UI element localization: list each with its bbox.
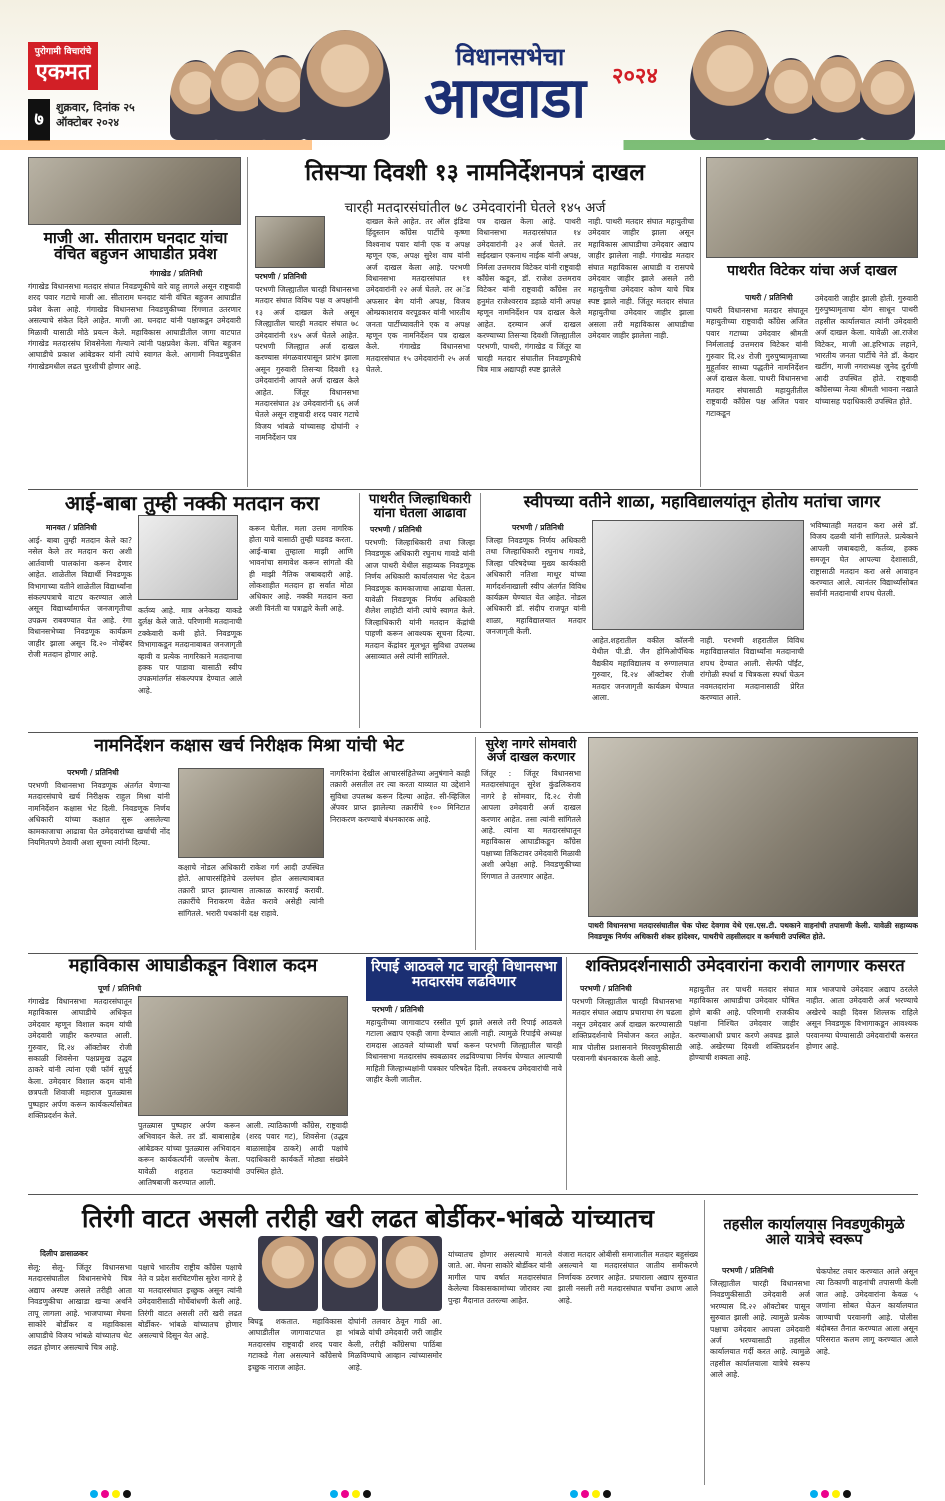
- candidate-portrait: [382, 1236, 442, 1311]
- shakti-col1: परभणी जिल्ह्यातील चारही विधानसभा मतदार संघात अद्याप प्रचाराचा रंग चढला नसून उमेदवार अर्ज दाखल करण्यासाठी शक्तिप्रदर्शनाचे नियोजन करत आहेत. मात्र पोलीस प्रशासनाने मिरवणुकीसाठी परवानगी बंधनकारक केली आहे.: [572, 997, 682, 1064]
- voting-finger-illustration: [138, 515, 238, 600]
- sweep-byline: परभणी / प्रतिनिधी: [512, 523, 564, 532]
- story1-col4: नाही. पाथरी मतदार संघात महायुतीचा उमेदवार जाहीर झाला असून महाविकास आघाडीचा उमेदवार अद्याप जाहीर झालेला नाही. गंगाखेड मतदार संघात महाविकास आघाडी व रासपचे उमेदवार जाहीर झाले असले तरी महायुतीचा उमेदवार कोण याचे चित्र स्पष्ट झाले नाही. जिंतूर मतदार संघात महायुतीचा उमेदवार जाहीर झाला असला तरी महाविकास आघाडीचा उमेदवार जाहीर झालेला नाही.: [588, 217, 694, 341]
- story1-col3: पत्र दाखल केला आहे. पाथरी विधानसभा मतदारसंघात १४ उमेदवारांनी ३२ अर्ज घेतले. तर सईदखान एकनाथ नाईक यांनी अपक्ष, निर्मला उत्तमराव विटेकर यांनी राष्ट्रवादी काँग्रेस कडून, डॉ. राजेश उत्तमराव विटेकर यांनी राष्ट्रवादी काँग्रेस तर हनुमंत राजेश्वरराव डहाळे यांनी अपक्ष म्हणून नामनिर्देशन पत्र दाखल केले आहेत. दरम्यान अर्ज दाखल करण्याच्या तिसऱ्या दिवशी जिल्ह्यातील परभणी, पाथरी, गंगाखेड व जिंतूर या चारही मतदार संघातील निवडणूकीचे चित्र मात्र अद्यापही स्पष्ट झालेले: [477, 217, 581, 375]
- story1-headline: तिसऱ्या दिवशी १३ नामनिर्देशनपत्रं दाखल: [305, 160, 645, 186]
- story1-subhead: चारही मतदारसंघांतील ७८ उमेदवारांनी घेतले १४५ अर्ज: [344, 200, 606, 216]
- mishra-byline: परभणी / प्रतिनिधी: [67, 768, 119, 777]
- page-number: ७: [28, 99, 50, 141]
- bordikar-byline: दिलीप डासाळकर: [40, 1249, 88, 1258]
- mishra-col1: परभणी विधानसभा निवडणूक अंतर्गत येणाऱ्या मतदारसंघाचे खर्च निरीक्षक राहुल मिश्रा यांनी नामनिर्देशन कक्षास भेट दिली. निवडणूक निर्णय अधिकारी यांच्या कक्षात सुरू असलेल्या कामकाजाचा आढावा घेत उमेदवारांच्या खर्चाची नोंद नियमितपणे ठेवावी अशा सूचना त्यांनी दिल्या.: [28, 781, 170, 848]
- masthead: [0, 0, 945, 150]
- brand-name: एकमत: [35, 59, 91, 85]
- column-rule: [566, 957, 567, 1190]
- vitekar-photo: [706, 157, 918, 258]
- rpi-headline-box: [366, 957, 562, 1001]
- column-rule: [704, 1200, 705, 1485]
- mva-col1: गंगाखेड विधानसभा मतदारसंघातून महाविकास आघाडीचे अधिकृत उमेदवार म्हणून विशाल कदम यांची उमेदवारी जाहीर करण्यात आली. गुरुवार, दि.२४ ऑक्टोबर रोजी सकाळी शिवसेना पक्षप्रमुख उद्धव ठाकरे यांनी त्यांना एबी फॉर्म सुपूर्द केला. उमेदवार विशाल कदम यांनी छत्रपती शिवाजी महाराज पुतळ्यास पुष्पहार अर्पण करून कार्यकर्त्यांसोबत शक्तिप्रदर्शन केले.: [28, 997, 132, 1121]
- sweep-col2: नाही. परभणी शहरातील विविध महाविद्यालयांत विद्यार्थ्यांना मतदानाची शपथ देण्यात आली. सेल्फी पॉईंट, रांगोळी स्पर्धा व चित्रकला स्पर्धा घेऊन नवमतदारांना मतदानासाठी प्रेरित करण्यात आले.: [700, 636, 804, 703]
- row-rule: [28, 489, 918, 490]
- aai-baba-headline: आई-बाबा तुम्ही नक्की मतदान करा: [64, 491, 320, 515]
- shakti-col2: महायुतीत तर पाथरी मतदार संघात महाविकास आघाडीचा उमेदवार घोषित होणे बाकी आहे. परिणामी राजकीय पक्षांना निश्चित उमेदवार जाहीर करण्याआधी प्रचार करणे अवघड झाले आहे. अखेरच्या दिवशी शक्तिप्रदर्शन होण्याची शक्यता आहे.: [689, 985, 799, 1063]
- leader-portrait: [300, 30, 390, 140]
- section-year: २०२४: [612, 63, 658, 89]
- vitekar-col2: उमेदवारी जाहीर झाली होती. गुरुवारी गुरुपुष्यामृताचा योग साधून पाथरी तहसील कार्यालयात त्यांनी उमेदवारी अर्ज दाखल केला. यावेळी आ.राजेश विटेकर, माजी आ.हरिभाऊ लहाने, भारतीय जनता पार्टीचे नेते डॉ. केदार खटींग, माजी नगराध्यक्ष जुनेद दुर्राणी आदी उपस्थित होते. राष्ट्रवादी काँग्रेसच्या नेत्या श्रीमती भावना नखाते यांच्यासह पदाधिकारी उपस्थित होते.: [815, 294, 918, 406]
- story1-col1: परभणी जिल्ह्यातील चारही विधानसभा मतदार संघात विविध पक्ष व अपक्षांनी १३ अर्ज दाखल केले असून जिल्ह्यातील चारही मतदार संघात ७८ उमेदवारांनी १४५ अर्ज घेतले आहेत. परभणी जिल्ह्यात अर्ज दाखल करण्यास मंगळवारपासून प्रारंभ झाला असून गुरुवारी तिसऱ्या दिवशी १३ उमेदवारांनी आपले अर्ज दाखल केले आहेत. जिंतूर विधानसभा मतदारसंघात ३४ उमेदवारांनी ६६ अर्ज घेतले असून राष्ट्रवादी शरद पवार गटाचे विजय भांबळे यांच्यासह दोघांनी २ नामनिर्देशन पत्र: [255, 285, 359, 443]
- aai-baba-col2: कर्तव्य आहे. मात्र अनेकदा याकडे दुर्लक्ष केले जाते. परिणामी मतदानाची टक्केवारी कमी होते. निवडणूक विभागाकडून मतदानाबाबत जनजागृती व्हावी व प्रत्येक नागरिकाने मतदानाचा हक्क पार पाडावा यासाठी स्वीप उपक्रमांतर्गत संकल्पपत्र देण्यात आले आहे.: [138, 606, 242, 695]
- vitekar-byline: पाथरी / प्रतिनिधी: [745, 293, 793, 302]
- row-rule: [28, 953, 918, 954]
- bordikar-col4: दोघांनी तलवार ठेवून गाठी आ. भांबळे यांची उमेदवारी जरी जाहीर केली, तरीही काँग्रेसचा पाठिंबा मिळविण्याचे आव्हान त्यांच्यासमोर आहे.: [348, 1317, 442, 1372]
- aai-baba-col3: करून घेतील. मला उत्तम नागरिक होता यावे यासाठी तुम्ही घडवड करता. आई-बाबा तुम्हाला माझी आणि भावनांचा समावेश करून सांगतो की ही माझी नैतिक जबाबदारी आहे. लोकशाहीत मतदान हा सर्वात मोठा अधिकार आहे. नक्की मतदान करा अशी विनंती या पत्राद्वारे केली आहे.: [249, 524, 353, 613]
- shakti-col3: मात्र भाजपाचे उमेदवार अद्याप ठरलेले नाहीत. आता उमेदवारी अर्ज भरण्याचे अखेरचे काही दिवस शिल्लक राहिले असून निवडणूक विभागाकडून आवश्यक परवानग्या घेण्यासाठी उमेदवारांची कसरत होणार आहे.: [806, 985, 918, 1052]
- flag-band: [0, 140, 945, 150]
- registration-marks: [570, 1490, 611, 1498]
- bordikar-col6: वंजारा मतदार ओबीसी समाजातील मतदार बहुसंख्य असल्याने या मतदारसंघात जातीय समीकरणे निर्णायक ठरणार आहेत. प्रचाराला अद्याप सुरुवात झाली नसली तरी मतदारसंघात चर्चांना उधाण आले आहे.: [558, 1250, 698, 1305]
- rpi-byline: परभणी / प्रतिनिधी: [372, 1005, 424, 1014]
- vitekar-headline: पाथरीत विटेकर यांचा अर्ज दाखल: [727, 263, 897, 279]
- bordikar-col3: बिघडू शकतात. महाविकास आघाडीतील जागावाटपात हा मतदारसंघ राष्ट्रवादी शरद पवार गटाकडे गेला असल्याने काँग्रेसचे इच्छुक नाराज आहेत.: [248, 1317, 342, 1372]
- checkpost-photo: [588, 737, 918, 917]
- ghandat-photo: [28, 157, 241, 225]
- leader-portrait: [765, 58, 817, 140]
- column-rule: [359, 493, 360, 728]
- leader-portrait: [860, 60, 915, 140]
- tahsil-headline: तहसील कार्यालयास निवडणुकीमुळे आले यात्रेचे स्वरूप: [723, 1217, 905, 1249]
- tahsil-byline: परभणी / प्रतिनिधी: [722, 1266, 774, 1275]
- collector-headline: पाथरीत जिल्हाधिकारी यांना घेतला आढावा: [369, 492, 471, 521]
- vitekar-col1: पाथरी विधानसभा मतदार संघातून महायुतीच्या राष्ट्रवादी काँग्रेस अजित पवार गटाच्या उमेदवार श्रीमती निर्मलाताई उत्तमराव विटेकर यांनी गुरुवार दि.२४ रोजी गुरुपुष्यामृताच्या मुहूर्तावर साध्या पद्धतीने नामनिर्देशन अर्ज दाखल केला. पाथरी विधानसभा मतदार संघासाठी महायुतीतील राष्ट्रवादी काँग्रेस पक्ष अजित पवार गटाकडून: [706, 306, 808, 418]
- section-title-small: विधानसभेचा: [455, 43, 565, 71]
- collector-byline: परभणी / प्रतिनिधी: [370, 525, 422, 534]
- story1-byline: परभणी / प्रतिनिधी: [255, 272, 307, 281]
- registration-marks: [810, 1490, 851, 1498]
- rpi-headline: रिपाई आठवले गट चारही विधानसभा मतदारसंघ लढविणार: [371, 959, 557, 990]
- mva-col2: पुतळ्यास पुष्पहार अर्पण करून अभिवादन केले. तर डॉ. बाबासाहेब आंबेडकर यांच्या पुतळ्यास अभिवादन करून कार्यकर्त्यांनी जल्लोष केला. यावेळी शहरात फटाक्यांची आतिषबाजी करण्यात आली.: [138, 1121, 240, 1188]
- column-rule: [700, 157, 701, 487]
- sweep-col3: भविष्यातही मतदान करा असे डॉ. विजय दळवी यांनी सांगितले. प्रत्येकाने आपली जबाबदारी, कर्तव्य, हक्क समजून घेत आपल्या देशासाठी, राष्ट्रासाठी मतदान करा असे आवाहन करण्यात आले. त्यानंतर विद्यार्थ्यांसोबत सर्वांनी मतदानाची शपथ घेतली.: [810, 521, 918, 599]
- date-line: शुक्रवार, दिनांक २५ ऑक्टोबर २०२४: [56, 101, 135, 129]
- aai-baba-byline: मानवत / प्रतिनिधी: [46, 523, 97, 532]
- shakti-byline: परभणी / प्रतिनिधी: [580, 984, 632, 993]
- rpi-body: महायुतीच्या जागावाटप रस्सीत पूर्ण झाले असले तरी रिपाई आठवले गटाला अद्याप एकही जागा देण्यात आली नाही. त्यामुळे रिपाईचे अध्यक्ष रामदास आठवले यांच्याशी चर्चा करून परभणी जिल्ह्यातील चारही विधानसभा मतदारसंघ स्वबळावर लढविण्याचा निर्णय घेण्यात आल्याची माहिती जिल्हाध्यक्षांनी पत्रकार परिषदेत दिली. लवकरच उमेदवारांची नावे जाहीर केली जातील.: [366, 1018, 562, 1085]
- nagre-body: जिंतूर : जिंतूर विधानसभा मतदारसंघातून सुरेश कुंडलिकराव नागरे हे सोमवार, दि.२८ रोजी आपला उमेदवारी अर्ज दाखल करणार आहेत. तसा त्यांनी सांगितले आहे. त्यांना या मतदारसंघातून महाविकास आघाडीकडून काँग्रेस पक्षाच्या तिकिटावर उमेदवारी मिळावी अशी अपेक्षा आहे. निवडणुकीच्या रिंगणात ते उतरणार आहेत.: [481, 769, 581, 881]
- mva-headline: महाविकास आघाडीकडून विशाल कदम: [68, 955, 318, 976]
- bordikar-col1: सेलू: सेलू- जिंतूर विधानसभा मतदारसंघातील विधानसभेचे चित्र अद्याप अस्पष्ट असले तरीही आता निवडणुकीचा आखाडा खऱ्या अर्थाने तापू लागला आहे. भाजपाच्या मेघना साकोरे बोर्डीकर व महाविकास आघाडीचे विजय भांबळे यांच्यातच थेट लढत होणार असल्याचे चित्र आहे.: [28, 1263, 132, 1352]
- story1-col2: दाखल केले आहेत. तर ऑल इंडिया हिंदुस्तान काँग्रेस पार्टीचे कृष्णा विश्वनाथ पवार यांनी एक व अपक्ष म्हणून एक, अपक्ष सुरेश वाघ यांनी अर्ज दाखल केला आहे. परभणी विधानसभा मतदारसंघात ११ उमेदवारांनी २२ अर्ज घेतले. तर अॅड अफसार बेग यांनी अपक्ष, विजय ओम्प्रकाशराव वरपूडकर यांनी भारतीय जनता पार्टीच्यावतीने एक व अपक्ष म्हणून एक नामनिर्देशन पत्र दाखल केले. गंगाखेड विधानसभा मतदारसंघात १५ उमेदवारांनी २५ अर्ज घेतले.: [366, 217, 470, 375]
- mishra-col2: कक्षाचे नोडल अधिकारी राकेश गर्ग आदी उपस्थित होते. आचारसंहितेचे उल्लंघन होत असल्याबाबत तक्रारी प्राप्त झाल्यास तात्काळ कारवाई करावी. तक्रारींचे निराकरण वेळेत करावे असेही त्यांनी सांगितले. भरारी पथकांनी दक्ष राहावे.: [178, 863, 324, 918]
- sweep-col1: जिल्हा निवडणूक निर्णय अधिकारी तथा जिल्हाधिकारी रघुनाथ गावडे, जिल्हा परिषदेच्या मुख्य कार्यकारी अधिकारी नतिशा माथूर यांच्या मार्गदर्शनाखाली स्वीप अंतर्गत विविध कार्यक्रम घेण्यात येत आहेत. नोडल अधिकारी डॉ. संदीप राजपूत यांनी शाळा, महाविद्यालयात मतदार जनजागृती केली.: [486, 536, 586, 637]
- bordikar-headline: तिरंगी वाटत असली तरीही खरी लढत बोर्डीकर-भांबळे यांच्यातच: [82, 1204, 654, 1233]
- mishra-col3: नागरिकांना देखील आचारसंहितेच्या अनुषंगाने काही तक्रारी असतील तर त्या करता याव्यात या उद्देशाने सुविधा उपलब्ध करून दिल्या आहेत. सी-व्हिजिल ॲपवर प्राप्त झालेल्या तक्रारींचे १०० मिनिटात निराकरण करण्याचे बंधनकारक आहे.: [330, 769, 470, 824]
- bordikar-col2: पक्षाचे भारतीय राष्ट्रीय काँग्रेस पक्षाचे नेते व प्रदेश सरचिटणीस सुरेश नागरे हे या मतदारसंघात इच्छुक असून त्यांनी उमेदवारीसाठी मोर्चेबांधणी केली आहे. तिरंगी वाटत असली तरी खरी लढत बोर्डीकर- भांबळे यांच्यातच होणार असल्याचे दिसून येत आहे.: [138, 1263, 242, 1341]
- checkpost-caption: पाथरी विधानसभा मतदारसंघातील चेक पोस्ट देवगाव येथे एस.एस.टी. पथकाने वाहनांची तपासणी केली. यावेळी सहाय्यक निवडणूक निर्णय अधिकारी शंकर हांदेश्वर, पाथरीचे तहसीलदार व कर्मचारी उपस्थित होते.: [588, 921, 918, 942]
- mva-byline: पूर्णा / प्रतिनिधी: [98, 984, 142, 993]
- mishra-headline: नामनिर्देशन कक्षास खर्च निरीक्षक मिश्रा यांची भेट: [94, 736, 404, 756]
- mva-col3: आली. त्याठिकाणी काँग्रेस, राष्ट्रवादी (शरद पवार गट), शिवसेना (उद्धव बाळासाहेब ठाकरे) आदी पक्षांचे पदाधिकारी कार्यकर्ते मोठ्या संख्येने उपस्थित होते.: [246, 1121, 348, 1176]
- leader-portrait: [812, 55, 864, 140]
- candidate-portrait: [322, 1236, 378, 1311]
- story1-photo: [255, 216, 325, 268]
- row-rule: [28, 1194, 918, 1195]
- ghandat-byline: गंगाखेड / प्रतिनिधी: [150, 269, 203, 278]
- column-rule: [247, 157, 248, 487]
- registration-marks: [330, 1490, 371, 1498]
- row-rule: [28, 732, 918, 733]
- collector-body: परभणी: जिल्हाधिकारी तथा जिल्हा निवडणूक अधिकारी रघुनाथ गावडे यांनी आज पाथरी येथील सहाय्यक निवडणूक निर्णय अधिकारी कार्यालयास भेट देऊन निवडणूक कामकाजाचा आढावा घेतला. यावेळी निवडणूक निर्णय अधिकारी शैलेश लाहोटी यांनी त्यांचे स्वागत केले. जिल्हाधिकारी यांनी मतदान केंद्रांची पाहणी करून आवश्यक सूचना दिल्या. मतदान केंद्रांवर मूलभूत सुविधा उपलब्ध असाव्यात असे त्यांनी सांगितले.: [365, 538, 475, 662]
- column-rule: [480, 493, 481, 728]
- sweep-headline: स्वीपच्या वतीने शाळा, महाविद्यालयांतून होतोय मतांचा जागर: [523, 492, 881, 511]
- ghandat-body: गंगाखेड विधानसभा मतदार संघात निवडणूकीचे वारे वाहू लागले असून राष्ट्रवादी शरद पवार गटाचे माजी आ. सीताराम घनदाट यांनी वंचित बहुजन आघाडीत प्रवेश केला आहे. गंगाखेड विधानसभा निवडणुकीच्या रिंगणात उतरणार असल्याचे संकेत दिले आहेत. माजी आ. घनदाट यांनी पक्षाकडून उमेदवारी मिळावी यासाठी मोठे प्रयत्न केले. महाविकास आघाडीतील जागा वाटपात गंगाखेड मतदारसंघ शिवसेनेला गेल्याने त्यांनी पक्षप्रवेश केला. वंचित बहुजन आघाडीचे प्रकाश आंबेडकर यांनी त्यांचे स्वागत केले. आगामी निवडणुकीत गंगाखेडमधील लढत चुरशीची होणार आहे.: [28, 282, 241, 371]
- tahsil-col1: जिल्ह्यातील चारही विधानसभा निवडणुकीसाठी उमेदवारी अर्ज भरण्यास दि.२२ ऑक्टोबर पासून सुरुवात झाली आहे. त्यामुळे प्रत्येक पक्षाचा उमेदवार आपला उमेदवारी अर्ज भरण्यासाठी तहसील कार्यालयात गर्दी करत आहे. त्यामुळे तहसील कार्यालयाला यात्रेचे स्वरूप आले आहे.: [710, 1279, 810, 1380]
- section-title-big: आखाडा: [423, 65, 586, 131]
- bordikar-col5: यांच्यातच होणार असल्याचे मानले जाते. आ. मेघना साकोरे बोर्डीकर यांनी मागील पाच वर्षात मतदारसंघात केलेल्या विकासकामांच्या जोरावर त्या पुन्हा मैदानात उतरल्या आहेत.: [448, 1250, 552, 1305]
- tahsil-col2: चेकपोस्ट तयार करण्यात आले असून त्या ठिकाणी वाहनांची तपासणी केली जात आहे. उमेदवारांना केवळ ५ जणांना सोबत घेऊन कार्यालयात जाण्याची परवानगी आहे. पोलीस बंदोबस्त तैनात करण्यात आला असून परिसरात कलम लागू करण्यात आले आहे.: [816, 1267, 918, 1356]
- sweep-caption: आहेत.शहरातील वकील कॉलनी येथील पी.डी. जैन होमिओपॅथिक वैद्यकीय महाविद्यालय व रुग्णालयात गुरुवार, दि.२४ ऑक्टोबर रोजी मतदार जनजागृती कार्यक्रम घेण्यात आला.: [592, 636, 694, 703]
- brand-tagline: पुरोगामी विचारांचे: [34, 47, 92, 57]
- sweep-photo: [592, 520, 804, 630]
- registration-marks: [90, 1490, 131, 1498]
- leader-portrait: [690, 30, 770, 140]
- ghandat-headline: माजी आ. सीताराम घनदाट यांचा वंचित बहुजन आघाडीत प्रवेश: [43, 229, 228, 264]
- brand-logo: [28, 42, 98, 90]
- column-rule: [475, 737, 476, 950]
- nagre-headline: सुरेश नागरे सोमवारी अर्ज दाखल करणार: [485, 736, 577, 765]
- candidate-portrait: [258, 1236, 318, 1311]
- mishra-photo: [178, 768, 324, 858]
- aai-baba-col1: आई- बाबा तुम्ही मतदान केले का? नसेल केले तर मतदान करा अशी आर्तवाणी पालकांना करून देणार आहेत. शाळेतील विद्यार्थी निवडणूक विभागाच्या वतीने शाळेतील विद्यार्थ्यांना संकल्पपत्राचे वाटप करण्यात आले असून विद्यार्थ्यांमार्फत जनजागृतीचा उपक्रम राबवण्यात येत आहे. रंगा विधानसभेच्या निवडणूक कार्यक्रम जाहीर झाला असून दि.२० नोव्हेंबर रोजी मतदान होणार आहे.: [28, 536, 132, 660]
- shakti-headline: शक्तिप्रदर्शनासाठी उमेदवारांना करावी लागणार कसरत: [585, 956, 905, 975]
- mva-photo: [138, 996, 348, 1116]
